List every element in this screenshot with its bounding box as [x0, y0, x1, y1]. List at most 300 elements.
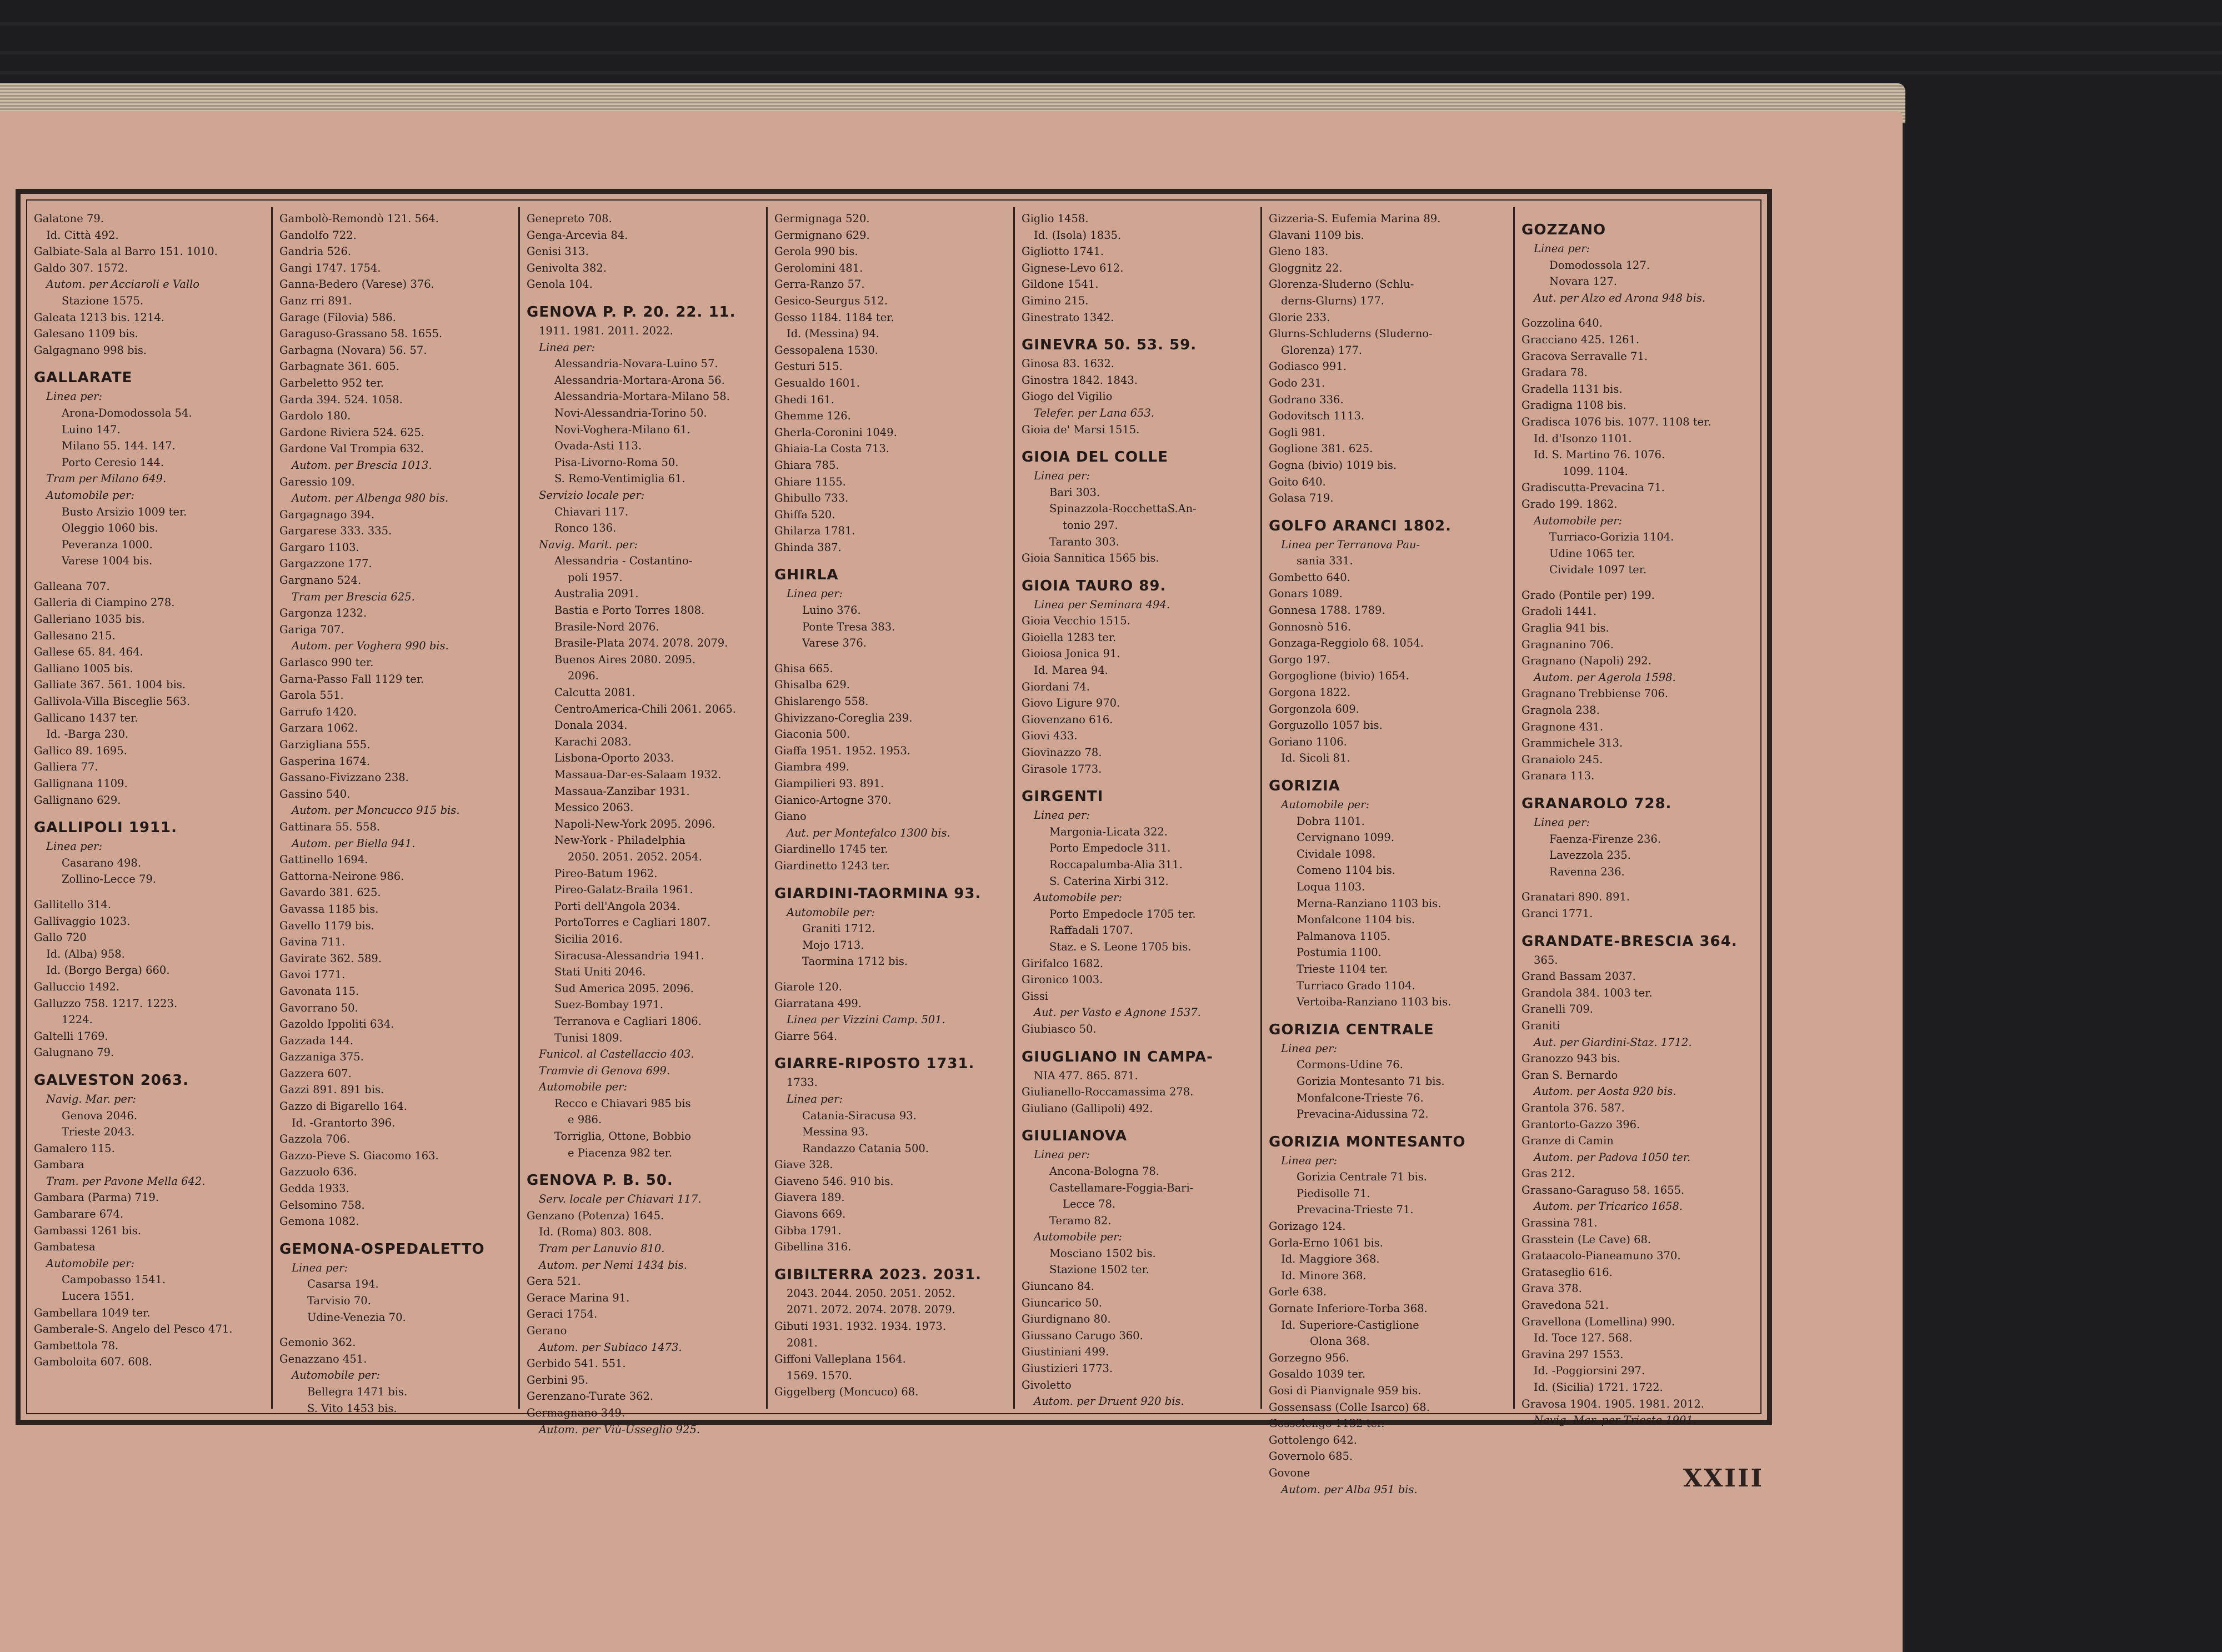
index-entry: Grantorto-Gazzo 396.	[1522, 1118, 1640, 1131]
index-entry: Gangi 1747. 1754.	[279, 261, 381, 274]
index-heading: GIBILTERRA 2023. 2031.	[774, 1266, 982, 1283]
index-entry: Gallignana 1109.	[34, 777, 128, 790]
index-entry: Garna-Passo Fall 1129 ter.	[279, 672, 424, 685]
index-entry: Galugnano 79.	[34, 1046, 114, 1059]
index-entry: Lecce 78.	[1063, 1198, 1116, 1211]
index-entry: Messico 2063.	[554, 801, 634, 814]
index-entry: Gazzada 144.	[279, 1034, 354, 1047]
index-entry: Tunisi 1809.	[554, 1031, 623, 1044]
index-entry: Giaveno 546. 910 bis.	[774, 1174, 894, 1188]
index-entry: Gattorna-Neirone 986.	[279, 869, 404, 883]
index-entry: Gerola 990 bis.	[774, 245, 858, 258]
index-entry: Gorgona 1822.	[1269, 686, 1351, 699]
index-entry: Bari 303.	[1049, 485, 1100, 499]
index-heading: GIOIA TAURO 89.	[1022, 577, 1167, 594]
index-entry: Autom. per Biella 941.	[292, 837, 416, 850]
index-entry: Galleriano 1035 bis.	[34, 613, 145, 626]
index-entry: Glurns-Schluderns (Sluderno-	[1269, 327, 1433, 341]
index-entry: Gemona 1082.	[279, 1215, 359, 1228]
index-entry: Grasstein (Le Cave) 68.	[1522, 1233, 1652, 1246]
index-entry: Graniti 1712.	[802, 922, 875, 935]
index-entry: Arona-Domodossola 54.	[62, 406, 192, 419]
index-entry: Stazione 1502 ter.	[1049, 1263, 1149, 1276]
index-entry: Glorie 233.	[1269, 311, 1330, 324]
index-entry: Gorle 638.	[1269, 1285, 1327, 1299]
book-page	[0, 111, 1903, 1652]
index-entry: Gherla-Coronini 1049.	[774, 425, 897, 439]
index-entry: Garzara 1062.	[279, 722, 358, 735]
index-entry: Ravenna 236.	[1549, 865, 1625, 878]
index-entry: Trieste 1104 ter.	[1297, 962, 1388, 975]
index-entry: Siracusa-Alessandria 1941.	[554, 949, 704, 962]
index-entry: Garlasco 990 ter.	[279, 656, 374, 669]
index-entry: Lisbona-Oporto 2033.	[554, 752, 674, 765]
index-entry: Gallese 65. 84. 464.	[34, 645, 143, 659]
index-entry: Granozzo 943 bis.	[1522, 1052, 1620, 1065]
index-entry: Ghilarza 1781.	[774, 524, 855, 538]
index-entry: 1099. 1104.	[1563, 464, 1628, 478]
index-entry: Linea per Seminara 494.	[1034, 598, 1170, 611]
index-entry: Id. Sicoli 81.	[1281, 752, 1350, 765]
index-entry: Ginostra 1842. 1843.	[1022, 373, 1138, 387]
index-entry: Genisi 313.	[527, 245, 589, 258]
index-entry: Gambara	[34, 1158, 84, 1172]
index-entry: Giulianello-Roccamassima 278.	[1022, 1085, 1194, 1099]
index-entry: Faenza-Firenze 236.	[1549, 832, 1662, 845]
index-entry: Geraci 1754.	[527, 1308, 598, 1321]
index-heading: GOZZANO	[1522, 222, 1607, 238]
index-entry: Ghemme 126.	[774, 409, 851, 423]
index-entry: Linea per:	[539, 341, 595, 354]
index-entry: 1569. 1570.	[787, 1369, 852, 1382]
index-entry: Gombetto 640.	[1269, 570, 1350, 584]
index-entry: Gambassi 1261 bis.	[34, 1224, 142, 1237]
index-entry: Govone	[1269, 1466, 1310, 1479]
index-entry: Grassano-Garaguso 58. 1655.	[1522, 1183, 1685, 1197]
index-entry: Linea per:	[46, 390, 103, 403]
index-entry: 2071. 2072. 2074. 2078. 2079.	[787, 1303, 955, 1316]
index-entry: Garessio 109.	[279, 475, 355, 488]
index-entry: Gragnone 431.	[1522, 720, 1604, 733]
index-entry: Giogo del Vigilio	[1022, 390, 1113, 403]
index-entry: Germignaga 520.	[774, 212, 870, 225]
index-entry: Giave 328.	[774, 1158, 833, 1172]
index-entry: NIA 477. 865. 871.	[1034, 1069, 1138, 1082]
index-entry: Galliano 1005 bis.	[34, 662, 133, 675]
index-entry: Golasa 719.	[1269, 492, 1334, 505]
index-entry: Turriaco Grado 1104.	[1297, 979, 1415, 992]
index-entry: Gesturi 515.	[774, 360, 843, 373]
index-entry: Grammichele 313.	[1522, 737, 1623, 750]
index-entry: Autom. per Voghera 990 bis.	[292, 639, 449, 653]
index-entry: Mosciano 1502 bis.	[1049, 1246, 1156, 1260]
index-entry: Id. -Poggiorsini 297.	[1534, 1364, 1645, 1378]
index-entry: Gibba 1791.	[774, 1224, 842, 1237]
index-entry: Monfalcone 1104 bis.	[1297, 913, 1415, 927]
index-entry: Id. (Roma) 803. 808.	[539, 1225, 652, 1239]
index-entry: Ronco 136.	[554, 522, 617, 535]
index-entry: Ginosa 83. 1632.	[1022, 357, 1114, 371]
index-entry: Gasperina 1674.	[279, 754, 370, 768]
index-entry: Cormons-Udine 76.	[1297, 1058, 1403, 1072]
index-entry: Gavonata 115.	[279, 984, 359, 998]
index-entry: Casarano 498.	[62, 856, 142, 869]
index-entry: poli 1957.	[568, 570, 623, 584]
index-column-3	[520, 207, 768, 1436]
index-entry: Giambra 499.	[774, 760, 849, 774]
index-entry: Giarre 564.	[774, 1029, 838, 1043]
index-entry: Gambatesa	[34, 1240, 96, 1254]
index-entry: Ganz rri 891.	[279, 294, 352, 307]
index-entry: Oleggio 1060 bis.	[62, 522, 158, 535]
index-entry: Funicol. al Castellaccio 403.	[539, 1048, 694, 1061]
index-entry: Gazzo-Pieve S. Giacomo 163.	[279, 1149, 439, 1162]
index-entry: Giussano Carugo 360.	[1022, 1329, 1143, 1342]
index-entry: Galdo 307. 1572.	[34, 261, 128, 274]
index-entry: Automobile per:	[1034, 891, 1123, 904]
index-entry: Gibuti 1931. 1932. 1934. 1973.	[774, 1320, 947, 1333]
index-entry: Ghislarengo 558.	[774, 695, 869, 708]
index-entry: Gazzi 891. 891 bis.	[279, 1083, 384, 1097]
index-entry: Gradella 1131 bis.	[1522, 382, 1623, 396]
index-entry: Linea per Vizzini Camp. 501.	[787, 1013, 945, 1027]
index-entry: Gavina 711.	[279, 935, 346, 949]
index-entry: Gavoi 1771.	[279, 968, 346, 982]
index-entry: Gallo 720	[34, 931, 87, 944]
index-entry: Stazione 1575.	[62, 294, 144, 307]
index-entry: Gazoldo Ippoliti 634.	[279, 1018, 394, 1031]
index-entry: e 986.	[568, 1113, 602, 1127]
index-entry: Galgagnano 998 bis.	[34, 343, 147, 357]
index-entry: Luino 147.	[62, 423, 121, 436]
index-entry: Busto Arsizio 1009 ter.	[62, 505, 187, 518]
index-heading: GOLFO ARANCI 1802.	[1269, 517, 1452, 534]
index-entry: Gibellina 316.	[774, 1240, 852, 1254]
index-entry: Gravellona (Lomellina) 990.	[1522, 1315, 1675, 1328]
index-entry: Linea per:	[1281, 1154, 1338, 1167]
index-entry: Comeno 1104 bis.	[1297, 864, 1395, 877]
index-entry: Gironico 1003.	[1022, 973, 1103, 987]
index-entry: Pireo-Batum 1962.	[554, 867, 658, 880]
index-entry: Garbagnate 361. 605.	[279, 360, 399, 373]
index-entry: Aut. per Montefalco 1300 bis.	[787, 826, 950, 839]
index-entry: Genzano (Potenza) 1645.	[527, 1209, 664, 1222]
index-entry: Navig. Marit. per:	[539, 538, 638, 551]
index-entry: Galbiate-Sala al Barro 151. 1010.	[34, 245, 218, 258]
index-entry: Gioia de' Marsi 1515.	[1022, 423, 1140, 436]
index-entry: Brasile-Plata 2074. 2078. 2079.	[554, 637, 728, 650]
index-entry: Gorgo 197.	[1269, 653, 1330, 666]
index-entry: CentroAmerica-Chili 2061. 2065.	[554, 702, 736, 715]
index-entry: Galleana 707.	[34, 579, 110, 593]
index-entry: Gambara (Parma) 719.	[34, 1191, 159, 1204]
index-entry: Gottolengo 642.	[1269, 1433, 1357, 1446]
index-entry: Telefer. per Lana 653.	[1034, 406, 1155, 419]
index-entry: S. Vito 1453 bis.	[307, 1401, 397, 1415]
index-entry: Autom. per Acciaroli e Vallo	[46, 278, 200, 291]
index-entry: Automobile per:	[1534, 514, 1623, 527]
index-entry: Grassina 781.	[1522, 1217, 1598, 1230]
index-entry: Galleria di Ciampino 278.	[34, 596, 175, 609]
index-entry: Gradigna 1108 bis.	[1522, 399, 1627, 412]
index-entry: Graniti	[1522, 1019, 1560, 1032]
index-entry: Gioia Vecchio 1515.	[1022, 614, 1130, 628]
index-entry: Gravedona 521.	[1522, 1299, 1609, 1312]
index-entry: Ponte Tresa 383.	[802, 620, 895, 633]
index-entry: Giglio 1458.	[1022, 212, 1089, 225]
index-entry: Castellamare-Foggia-Bari-	[1049, 1181, 1194, 1194]
index-entry: Id. (Alba) 958.	[46, 947, 125, 960]
index-entry: Trieste 2043.	[62, 1125, 135, 1139]
index-entry: Varese 376.	[802, 637, 867, 650]
index-heading: GALVESTON 2063.	[34, 1072, 189, 1089]
index-entry: Merna-Ranziano 1103 bis.	[1297, 897, 1442, 910]
index-entry: Gioia Sannitica 1565 bis.	[1022, 552, 1159, 565]
index-entry: Gemonio 362.	[279, 1336, 356, 1349]
index-entry: Gattinara 55. 558.	[279, 820, 381, 833]
index-column-6	[1262, 207, 1515, 1496]
index-entry: Giubiasco 50.	[1022, 1022, 1097, 1035]
index-entry: Id. (Sicilia) 1721. 1722.	[1534, 1381, 1663, 1394]
index-entry: 365.	[1534, 953, 1558, 967]
index-entry: Gamberale-S. Angelo del Pesco 471.	[34, 1323, 233, 1336]
index-entry: Gambellara 1049 ter.	[34, 1306, 151, 1319]
index-entry: Giuncano 84.	[1022, 1280, 1094, 1293]
index-entry: Gavorrano 50.	[279, 1001, 358, 1014]
index-entry: Gragnano (Napoli) 292.	[1522, 654, 1652, 668]
index-entry: 2043. 2044. 2050. 2051. 2052.	[787, 1286, 955, 1300]
index-entry: 1224.	[62, 1013, 93, 1027]
index-entry: Gallignano 629.	[34, 793, 121, 807]
index-entry: Gallitello 314.	[34, 898, 112, 911]
index-entry: derns-Glurns) 177.	[1281, 294, 1384, 307]
index-heading: GIOIA DEL COLLE	[1022, 449, 1169, 466]
index-entry: 1733.	[787, 1076, 818, 1089]
index-entry: Gianico-Artogne 370.	[774, 793, 892, 807]
index-entry: Varese 1004 bis.	[62, 554, 153, 568]
index-entry: Gallico 89. 1695.	[34, 744, 127, 757]
index-entry: Gradisca 1076 bis. 1077. 1108 ter.	[1522, 415, 1711, 428]
index-entry: e Piacenza 982 ter.	[568, 1146, 673, 1159]
index-entry: Prevacina-Aidussina 72.	[1297, 1108, 1429, 1121]
index-entry: Tram per Lanuvio 810.	[539, 1242, 665, 1255]
index-heading: GINEVRA 50. 53. 59.	[1022, 337, 1197, 354]
index-entry: Galluzzo 758. 1217. 1223.	[34, 997, 178, 1010]
index-entry: Genova 2046.	[62, 1109, 138, 1122]
index-entry: Randazzo Catania 500.	[802, 1142, 929, 1155]
index-heading: GENOVA P. P. 20. 22. 11.	[527, 303, 736, 321]
index-entry: Automobile per:	[1034, 1230, 1123, 1244]
index-entry: Novi-Alessandria-Torino 50.	[554, 406, 707, 419]
index-entry: Tram per Milano 649.	[46, 472, 167, 485]
index-entry: Garda 394. 524. 1058.	[279, 393, 403, 406]
index-entry: Gamalero 115.	[34, 1142, 115, 1155]
index-entry: Gesico-Seurgus 512.	[774, 294, 888, 307]
index-entry: Teramo 82.	[1049, 1214, 1112, 1227]
index-entry: Suez-Bombay 1971.	[554, 998, 664, 1012]
index-entry: Margonia-Licata 322.	[1049, 825, 1168, 838]
index-entry: Peveranza 1000.	[62, 538, 153, 551]
index-entry: Vertoiba-Ranziano 1103 bis.	[1297, 995, 1452, 1009]
index-entry: Gargazzone 177.	[279, 557, 372, 570]
index-entry: Gerra-Ranzo 57.	[774, 278, 865, 291]
index-entry: Garrufo 1420.	[279, 705, 357, 718]
index-entry: Ghisa 665.	[774, 662, 833, 675]
index-entry: Gerace Marina 91.	[527, 1291, 630, 1304]
index-entry: Gassino 540.	[279, 787, 351, 800]
index-entry: Gerbini 95.	[527, 1373, 589, 1386]
index-entry: Gildone 1541.	[1022, 278, 1099, 291]
index-entry: Monfalcone-Trieste 76.	[1297, 1091, 1424, 1104]
index-entry: 2050. 2051. 2052. 2054.	[568, 850, 702, 863]
index-entry: Genivolta 382.	[527, 261, 607, 274]
index-entry: Aut. per Giardini-Staz. 1712.	[1534, 1035, 1692, 1049]
index-entry: Galesano 1109 bis.	[34, 327, 138, 341]
index-entry: Giardinello 1745 ter.	[774, 843, 888, 856]
index-entry: Sicilia 2016.	[554, 932, 623, 945]
index-entry: Staz. e S. Leone 1705 bis.	[1049, 940, 1192, 953]
index-column-4	[768, 207, 1015, 1409]
index-entry: Udine-Venezia 70.	[307, 1310, 406, 1324]
index-heading: GRANAROLO 728.	[1522, 795, 1672, 812]
index-entry: Gesso 1184. 1184 ter.	[774, 311, 894, 324]
index-entry: tonio 297.	[1063, 518, 1118, 532]
index-entry: Giano	[774, 810, 807, 823]
index-entry: Linea per:	[1281, 1042, 1338, 1055]
index-column-7	[1515, 207, 1770, 1427]
index-entry: Linea per Terranova Pau-	[1281, 538, 1420, 551]
index-heading: GALLARATE	[34, 369, 133, 387]
index-entry: Linea per:	[292, 1261, 348, 1274]
index-entry: Ghiara 785.	[774, 458, 839, 472]
index-entry: Navig. Mar. per:	[46, 1092, 136, 1105]
index-entry: Gazzaniga 375.	[279, 1050, 364, 1064]
index-entry: 1911. 1981. 2011. 2022.	[539, 324, 673, 337]
index-entry: Gioiosa Jonica 91.	[1022, 647, 1120, 660]
index-entry: Galtelli 1769.	[34, 1029, 108, 1043]
index-heading: GALLIPOLI 1911.	[34, 819, 177, 837]
index-entry: Gorla-Erno 1061 bis.	[1269, 1236, 1383, 1249]
index-entry: Alessandria-Mortara-Milano 58.	[554, 390, 730, 403]
index-entry: Automobile per:	[292, 1369, 381, 1382]
index-entry: Massaua-Dar-es-Salaam 1932.	[554, 768, 722, 781]
index-entry: Giuncarico 50.	[1022, 1296, 1102, 1309]
index-entry: Gracciano 425. 1261.	[1522, 333, 1640, 346]
index-entry: Gerbido 541. 551.	[527, 1357, 626, 1370]
index-entry: Grandola 384. 1003 ter.	[1522, 986, 1653, 999]
index-entry: Gavirate 362. 589.	[279, 952, 382, 965]
index-entry: New-York - Philadelphia	[554, 834, 685, 847]
index-entry: Gallivaggio 1023.	[34, 914, 131, 928]
index-entry: Aut. per Vasto e Agnone 1537.	[1034, 1006, 1201, 1019]
index-entry: Garbagna (Novara) 56. 57.	[279, 343, 427, 357]
index-entry: Gragnola 238.	[1522, 704, 1600, 717]
index-entry: Campobasso 1541.	[62, 1273, 166, 1286]
index-entry: Giovi 433.	[1022, 729, 1078, 743]
index-heading: GORIZIA MONTESANTO	[1269, 1133, 1466, 1150]
index-entry: 2096.	[568, 669, 599, 683]
index-entry: Autom. per Nemi 1434 bis.	[539, 1258, 687, 1271]
index-entry: Linea per:	[787, 587, 843, 600]
index-entry: Mojo 1713.	[802, 938, 864, 952]
index-entry: Granze di Camin	[1522, 1134, 1614, 1148]
index-entry: Napoli-New-York 2095. 2096.	[554, 817, 715, 830]
index-entry: Giarratana 499.	[774, 997, 862, 1010]
index-entry: Servizio locale per:	[539, 488, 645, 502]
index-entry: Gizzeria-S. Eufemia Marina 89.	[1269, 212, 1441, 225]
index-column-5	[1015, 207, 1262, 1409]
index-entry: Granatari 890. 891.	[1522, 890, 1630, 904]
index-entry: Gambettola 78.	[34, 1339, 119, 1352]
index-entry: Genazzano 451.	[279, 1352, 367, 1365]
index-entry: Loqua 1103.	[1297, 880, 1365, 893]
index-entry: Id. d'Isonzo 1101.	[1534, 432, 1632, 445]
index-entry: Gallivola-Villa Bisceglie 563.	[34, 695, 191, 708]
index-entry: Autom. per Agerola 1598.	[1534, 670, 1676, 684]
index-entry: Gran S. Bernardo	[1522, 1068, 1618, 1082]
index-entry: Chiavari 117.	[554, 505, 629, 518]
index-entry: Palmanova 1105.	[1297, 929, 1391, 943]
index-entry: Grand Bassam 2037.	[1522, 970, 1636, 983]
index-entry: Ghivizzano-Coreglia 239.	[774, 711, 913, 724]
index-entry: Ancona-Bologna 78.	[1049, 1164, 1159, 1178]
index-entry: Automobile per:	[46, 488, 135, 502]
index-entry: Giggelberg (Moncuco) 68.	[774, 1385, 919, 1399]
index-entry: Gardolo 180.	[279, 409, 351, 423]
index-entry: Gargaro 1103.	[279, 540, 359, 554]
index-entry: Autom. per Albenga 980 bis.	[292, 492, 449, 505]
index-entry: Genepreto 708.	[527, 212, 612, 225]
index-entry: Girifalco 1682.	[1022, 957, 1104, 970]
index-entry: Gradiscutta-Prevacina 71.	[1522, 481, 1665, 494]
index-heading: GIRGENTI	[1022, 788, 1104, 805]
index-entry: Udine 1065 ter.	[1549, 547, 1635, 560]
index-entry: Garola 551.	[279, 689, 344, 702]
index-entry: Galatone 79.	[34, 212, 104, 225]
index-entry: Gravina 297 1553.	[1522, 1348, 1624, 1361]
index-entry: Automobile per:	[46, 1256, 135, 1270]
index-entry: Buenos Aires 2080. 2095.	[554, 653, 696, 666]
index-entry: Godovitsch 1113.	[1269, 409, 1365, 423]
index-entry: Tramvie di Genova 699.	[539, 1064, 670, 1077]
index-entry: Ghiaia-La Costa 713.	[774, 442, 889, 455]
index-entry: Gerenzano-Turate 362.	[527, 1390, 654, 1403]
index-entry: Gosi di Pianvignale 959 bis.	[1269, 1384, 1422, 1397]
index-entry: Gornate Inferiore-Torba 368.	[1269, 1302, 1428, 1315]
index-entry: Porto Ceresio 144.	[62, 455, 164, 469]
index-entry: Cividale 1097 ter.	[1549, 563, 1647, 577]
index-entry: Garaguso-Grassano 58. 1655.	[279, 327, 443, 341]
index-entry: Gorizia Centrale 71 bis.	[1297, 1170, 1427, 1184]
index-entry: Spinazzola-RocchettaS.An-	[1049, 502, 1197, 515]
index-column-2	[273, 207, 520, 1415]
index-entry: Gorguzollo 1057 bis.	[1269, 719, 1383, 732]
index-entry: Gras 212.	[1522, 1167, 1575, 1180]
index-entry: Automobile per:	[1281, 798, 1370, 811]
index-entry: Linea per:	[1534, 242, 1590, 255]
index-entry: S. Remo-Ventimiglia 61.	[554, 472, 685, 485]
index-entry: Bellegra 1471 bis.	[307, 1385, 408, 1398]
index-entry: Giustiniani 499.	[1022, 1345, 1109, 1359]
index-entry: Granci 1771.	[1522, 907, 1593, 920]
index-entry: Tram per Brescia 625.	[292, 590, 415, 603]
index-entry: Gimino 215.	[1022, 294, 1089, 307]
index-entry: Gazzola 706.	[279, 1133, 350, 1146]
index-entry: Grado (Pontile per) 199.	[1522, 588, 1655, 602]
index-entry: Gigliotto 1741.	[1022, 245, 1104, 258]
index-entry: Donala 2034.	[554, 719, 628, 732]
index-entry: Id. Maggiore 368.	[1281, 1253, 1380, 1266]
